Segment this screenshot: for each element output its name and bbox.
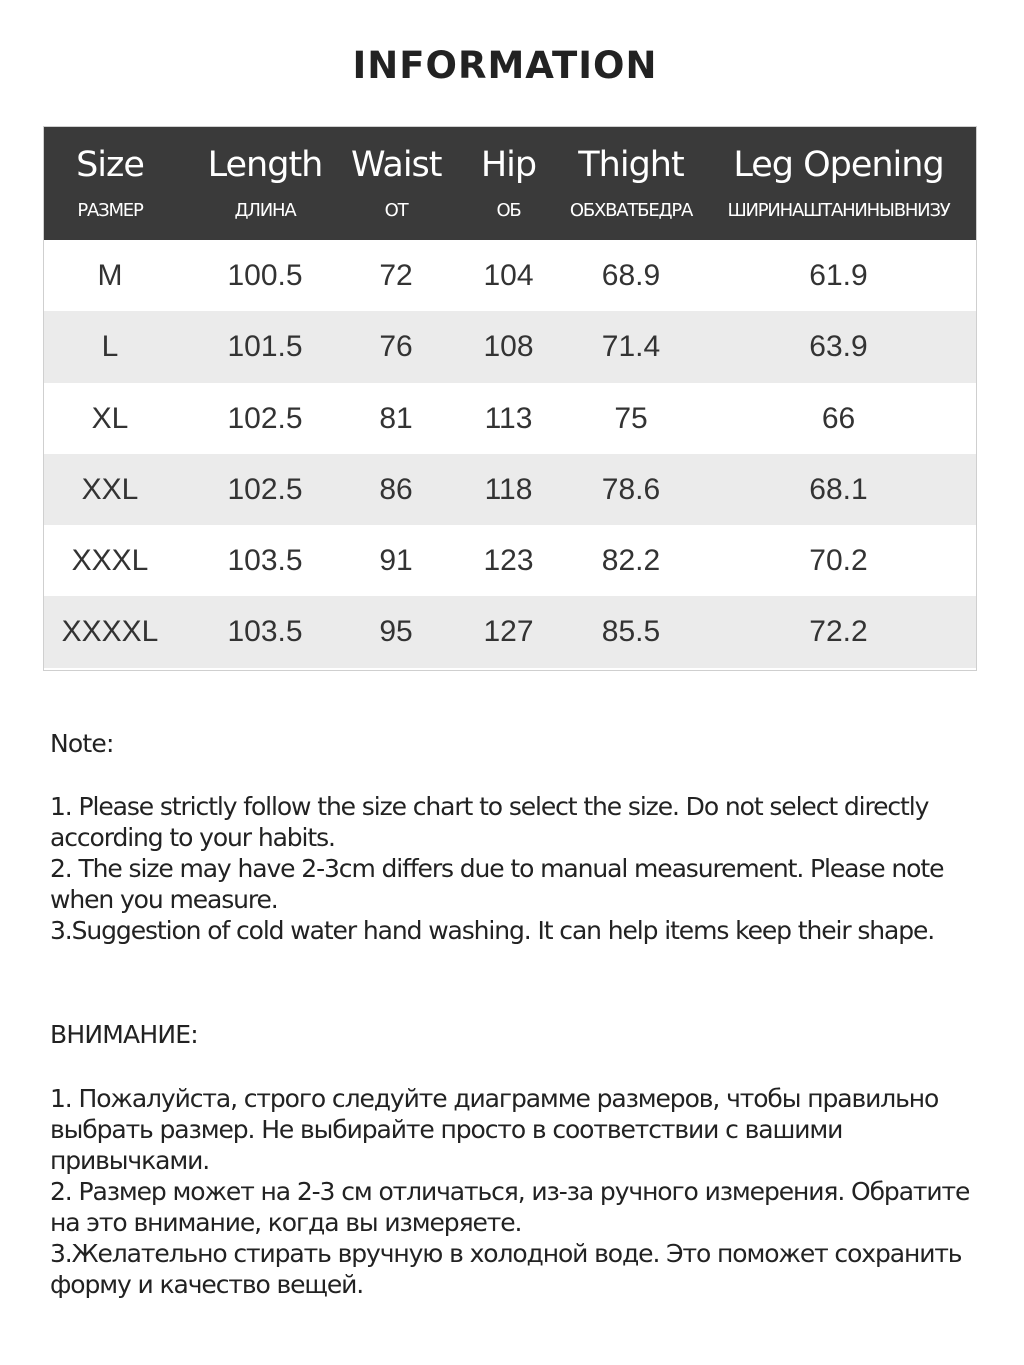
note-item: 2. Размер может на 2-3 см отличаться, из-за ручного измерения. Обратите на это внимание, когда вы измеряете. (50, 1177, 970, 1237)
note-item: 3.Suggestion of cold water hand washing. It can help items keep their shape. (50, 916, 935, 945)
cell-leg-opening: 72.2 (809, 615, 868, 649)
column-header-thigh (561, 127, 701, 240)
cell-waist: 91 (379, 544, 413, 578)
page-title: INFORMATION (352, 44, 658, 87)
note-item: 2. The size may have 2-3cm differs due to manual measurement. Please note when you measure. (50, 854, 944, 914)
cell-thigh: 71.4 (601, 330, 661, 364)
column-subtitle: ОБХВАТБЕДРА (569, 200, 693, 221)
column-subtitle: ОТ (384, 200, 408, 221)
note-english (50, 729, 980, 946)
note-heading: Note: (50, 729, 114, 758)
cell-length: 100.5 (227, 259, 303, 292)
cell-hip: 104 (483, 259, 534, 292)
cell-size: XXXL (71, 544, 149, 578)
column-title: Leg Opening (733, 145, 944, 185)
column-header-length (194, 127, 336, 240)
note-list (50, 1083, 980, 1300)
table-row (44, 525, 976, 596)
column-header-size (44, 127, 176, 240)
column-header-hip (456, 127, 561, 240)
table-row (44, 311, 976, 382)
cell-waist: 72 (379, 259, 413, 292)
cell-length: 102.5 (227, 401, 303, 435)
cell-leg-opening: 66 (821, 401, 856, 435)
cell-thigh: 82.2 (601, 544, 661, 578)
cell-waist: 81 (379, 401, 413, 435)
cell-waist: 95 (379, 615, 413, 649)
cell-size: L (101, 330, 119, 364)
cell-hip: 118 (484, 472, 533, 506)
column-subtitle: РАЗМЕР (77, 200, 143, 221)
cell-thigh: 68.9 (601, 259, 661, 292)
table-row (44, 596, 976, 667)
cell-leg-opening: 63.9 (809, 330, 868, 364)
column-title: Length (207, 145, 323, 185)
cell-size: XXL (81, 472, 139, 506)
cell-length: 103.5 (227, 615, 303, 649)
cell-hip: 108 (483, 330, 534, 364)
table-row (44, 383, 976, 454)
column-subtitle: ШИРИНАШТАНИНЫВНИЗУ (727, 200, 950, 221)
cell-leg-opening: 70.2 (809, 544, 868, 578)
table-row (44, 454, 976, 525)
column-title: Hip (480, 145, 537, 185)
table-row (44, 240, 976, 311)
note-russian (50, 1020, 980, 1300)
cell-length: 101.5 (227, 330, 303, 364)
cell-waist: 76 (379, 330, 413, 364)
cell-hip: 123 (483, 544, 534, 578)
note-heading: ВНИМАНИЕ: (50, 1020, 198, 1049)
cell-leg-opening: 61.9 (809, 259, 868, 292)
size-chart-table (43, 126, 977, 671)
table-header (44, 127, 976, 240)
note-list (50, 791, 980, 946)
cell-leg-opening: 68.1 (809, 472, 868, 506)
cell-size: M (97, 259, 123, 292)
cell-size: XXXXL (61, 615, 159, 649)
note-item: 1. Пожалуйста, строго следуйте диаграмме размеров, чтобы правильно выбрать размер. Не выбирайте просто в соответствии с вашими привычками. (50, 1084, 939, 1175)
cell-hip: 127 (483, 615, 534, 649)
note-item: 1. Please strictly follow the size chart to select the size. Do not select directly according to your habits. (50, 792, 929, 852)
cell-hip: 113 (484, 401, 533, 435)
column-title: Waist (351, 145, 442, 185)
cell-thigh: 75 (614, 401, 648, 435)
cell-size: XL (91, 401, 129, 435)
table-body (44, 240, 976, 668)
column-title: Thight (578, 145, 684, 185)
note-item: 3.Желательно стирать вручную в холодной воде. Это поможет сохранить форму и качество вещей. (50, 1239, 962, 1299)
cell-length: 102.5 (227, 472, 303, 506)
column-subtitle: ДЛИНА (234, 200, 296, 221)
column-header-waist (351, 127, 441, 240)
cell-thigh: 78.6 (601, 472, 661, 506)
column-title: Size (76, 145, 144, 185)
cell-thigh: 85.5 (601, 615, 661, 649)
cell-waist: 86 (379, 472, 413, 506)
cell-length: 103.5 (227, 544, 303, 578)
column-header-leg-opening (701, 127, 976, 240)
column-subtitle: ОБ (496, 200, 521, 221)
